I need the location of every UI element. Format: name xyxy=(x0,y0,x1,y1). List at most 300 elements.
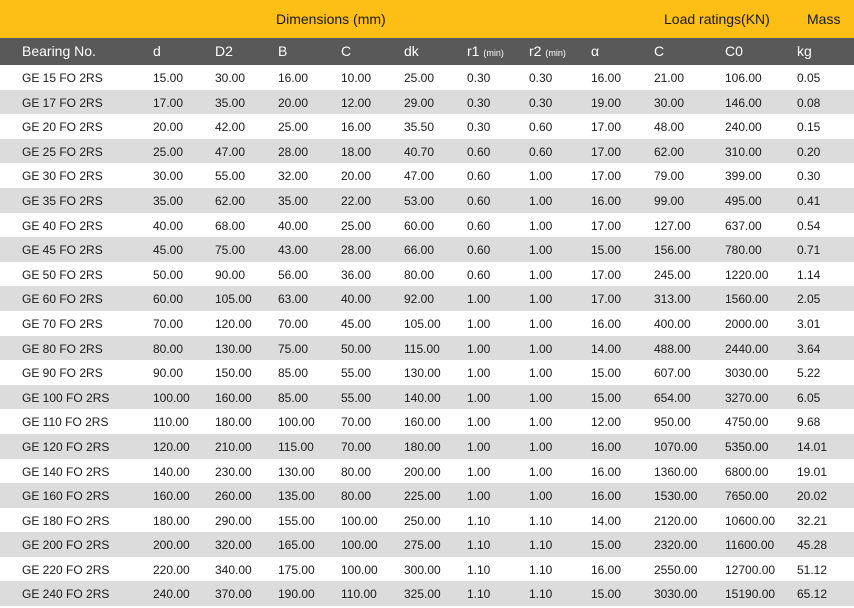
cell-alpha: 15.00 xyxy=(591,587,622,602)
mass-group-label: Mass xyxy=(807,11,841,27)
cell-bearing-no: GE 160 FO 2RS xyxy=(22,489,110,504)
cell-b: 40.00 xyxy=(278,218,309,233)
cell-c-dynamic: 21.00 xyxy=(654,71,685,85)
cell-c-dynamic: 2550.00 xyxy=(654,562,698,577)
cell-kg: 9.68 xyxy=(797,415,821,430)
cell-alpha: 16.00 xyxy=(591,464,622,479)
cell-alpha: 16.00 xyxy=(591,316,622,331)
cell-c0: 3030.00 xyxy=(725,366,769,381)
cell-d2: 130.00 xyxy=(215,341,252,356)
cell-r2: 1.00 xyxy=(529,390,553,405)
cell-r2: 1.00 xyxy=(529,292,553,307)
cell-b: 190.00 xyxy=(278,587,315,602)
cell-r2: 1.10 xyxy=(529,587,553,602)
cell-dk: 60.00 xyxy=(404,218,435,233)
cell-alpha: 16.00 xyxy=(591,71,622,85)
cell-bearing-no: GE 140 FO 2RS xyxy=(22,464,110,479)
cell-c: 12.00 xyxy=(341,95,372,110)
load-ratings-group-label: Load ratings(KN) xyxy=(664,11,770,27)
cell-r1: 1.00 xyxy=(467,464,491,479)
cell-c-dynamic: 48.00 xyxy=(654,120,685,135)
cell-alpha: 17.00 xyxy=(591,218,622,233)
cell-kg: 45.28 xyxy=(797,538,828,553)
cell-alpha: 16.00 xyxy=(591,439,622,454)
cell-b: 25.00 xyxy=(278,120,309,135)
cell-b: 70.00 xyxy=(278,316,309,331)
cell-c: 100.00 xyxy=(341,562,378,577)
cell-alpha: 17.00 xyxy=(591,144,622,159)
cell-dk: 180.00 xyxy=(404,439,441,454)
cell-c: 70.00 xyxy=(341,415,372,430)
cell-r2: 1.00 xyxy=(529,193,553,208)
cell-r1: 0.60 xyxy=(467,144,491,159)
column-header-alpha xyxy=(591,43,599,59)
cell-d: 80.00 xyxy=(153,341,184,356)
column-header-row xyxy=(0,38,854,65)
table-row xyxy=(0,581,854,606)
cell-d: 160.00 xyxy=(153,489,190,504)
cell-r1: 0.60 xyxy=(467,193,491,208)
cell-d2: 320.00 xyxy=(215,538,252,553)
cell-dk: 275.00 xyxy=(404,538,441,553)
cell-r1: 0.60 xyxy=(467,218,491,233)
cell-dk: 66.00 xyxy=(404,243,435,258)
table-row xyxy=(0,188,854,213)
cell-c: 36.00 xyxy=(341,267,372,282)
cell-alpha: 19.00 xyxy=(591,95,622,110)
cell-r1: 0.60 xyxy=(467,267,491,282)
cell-bearing-no: GE 45 FO 2RS xyxy=(22,243,103,258)
table-row xyxy=(0,508,854,533)
cell-d: 45.00 xyxy=(153,243,184,258)
cell-r1: 1.00 xyxy=(467,341,491,356)
cell-c: 55.00 xyxy=(341,366,372,381)
cell-d2: 150.00 xyxy=(215,366,252,381)
cell-r1: 1.00 xyxy=(467,366,491,381)
cell-kg: 3.64 xyxy=(797,341,821,356)
cell-d: 100.00 xyxy=(153,390,190,405)
cell-c: 50.00 xyxy=(341,341,372,356)
table-row xyxy=(0,385,854,410)
cell-dk: 130.00 xyxy=(404,366,441,381)
cell-bearing-no: GE 100 FO 2RS xyxy=(22,390,110,405)
cell-kg: 0.08 xyxy=(797,95,821,110)
cell-c0: 780.00 xyxy=(725,243,762,258)
cell-d2: 210.00 xyxy=(215,439,252,454)
column-header-label: dk xyxy=(404,43,419,59)
cell-alpha: 17.00 xyxy=(591,169,622,184)
cell-d: 15.00 xyxy=(153,71,184,85)
table-row xyxy=(0,139,854,164)
column-header-label: C0 xyxy=(725,43,743,59)
cell-c: 40.00 xyxy=(341,292,372,307)
cell-alpha: 16.00 xyxy=(591,489,622,504)
cell-d: 200.00 xyxy=(153,538,190,553)
dimensions-group-label: Dimensions (mm) xyxy=(276,11,386,27)
cell-r2: 1.00 xyxy=(529,316,553,331)
cell-d: 60.00 xyxy=(153,292,184,307)
cell-bearing-no: GE 17 FO 2RS xyxy=(22,95,103,110)
cell-r1: 1.10 xyxy=(467,538,491,553)
cell-c: 110.00 xyxy=(341,587,377,602)
cell-c0: 240.00 xyxy=(725,120,762,135)
cell-r1: 1.00 xyxy=(467,489,491,504)
cell-r2: 1.00 xyxy=(529,366,553,381)
cell-d: 35.00 xyxy=(153,193,184,208)
column-header-c-dynamic xyxy=(654,43,664,59)
cell-bearing-no: GE 70 FO 2RS xyxy=(22,316,103,331)
table-row xyxy=(0,483,854,508)
cell-dk: 225.00 xyxy=(404,489,441,504)
cell-alpha: 12.00 xyxy=(591,415,622,430)
cell-c-dynamic: 950.00 xyxy=(654,415,691,430)
cell-kg: 19.01 xyxy=(797,464,828,479)
column-header-label: Bearing No. xyxy=(22,43,96,59)
cell-b: 63.00 xyxy=(278,292,309,307)
cell-b: 20.00 xyxy=(278,95,309,110)
cell-c: 100.00 xyxy=(341,513,378,528)
cell-c0: 1220.00 xyxy=(725,267,769,282)
cell-r1: 1.00 xyxy=(467,390,491,405)
cell-c0: 7650.00 xyxy=(725,489,769,504)
cell-d: 20.00 xyxy=(153,120,184,135)
column-header-c0 xyxy=(725,43,743,59)
cell-d2: 75.00 xyxy=(215,243,246,258)
cell-d: 220.00 xyxy=(153,562,190,577)
cell-r2: 1.00 xyxy=(529,341,553,356)
cell-b: 155.00 xyxy=(278,513,315,528)
cell-bearing-no: GE 25 FO 2RS xyxy=(22,144,103,159)
cell-dk: 25.00 xyxy=(404,71,435,85)
cell-c: 22.00 xyxy=(341,193,372,208)
cell-kg: 0.20 xyxy=(797,144,821,159)
cell-r2: 1.00 xyxy=(529,267,553,282)
cell-c0: 495.00 xyxy=(725,193,762,208)
cell-bearing-no: GE 200 FO 2RS xyxy=(22,538,110,553)
table-body xyxy=(0,65,854,606)
cell-c: 80.00 xyxy=(341,489,372,504)
cell-d: 70.00 xyxy=(153,316,184,331)
cell-c0: 3270.00 xyxy=(725,390,769,405)
cell-c: 28.00 xyxy=(341,243,372,258)
column-header-label: α xyxy=(591,43,600,59)
cell-d2: 35.00 xyxy=(215,95,246,110)
cell-alpha: 17.00 xyxy=(591,267,622,282)
cell-d: 110.00 xyxy=(153,415,189,430)
column-header-r1 xyxy=(467,43,504,59)
cell-dk: 29.00 xyxy=(404,95,435,110)
cell-c-dynamic: 313.00 xyxy=(654,292,691,307)
cell-dk: 200.00 xyxy=(404,464,441,479)
cell-dk: 53.00 xyxy=(404,193,435,208)
cell-r1: 1.00 xyxy=(467,415,491,430)
cell-kg: 51.12 xyxy=(797,562,828,577)
cell-c0: 106.00 xyxy=(725,71,762,85)
cell-d2: 68.00 xyxy=(215,218,246,233)
cell-c-dynamic: 607.00 xyxy=(654,366,691,381)
cell-b: 165.00 xyxy=(278,538,315,553)
column-header-r2 xyxy=(529,43,566,59)
cell-kg: 0.30 xyxy=(797,169,821,184)
cell-b: 130.00 xyxy=(278,464,315,479)
cell-c: 100.00 xyxy=(341,538,378,553)
cell-d: 90.00 xyxy=(153,366,184,381)
cell-c0: 11600.00 xyxy=(725,538,775,553)
cell-alpha: 16.00 xyxy=(591,193,622,208)
cell-b: 43.00 xyxy=(278,243,309,258)
cell-c-dynamic: 99.00 xyxy=(654,193,685,208)
cell-alpha: 15.00 xyxy=(591,538,622,553)
cell-kg: 0.41 xyxy=(797,193,821,208)
column-header-label: d xyxy=(153,43,161,59)
cell-c0: 5350.00 xyxy=(725,439,769,454)
cell-c0: 310.00 xyxy=(725,144,762,159)
cell-dk: 80.00 xyxy=(404,267,435,282)
table-row xyxy=(0,360,854,385)
cell-r2: 0.30 xyxy=(529,71,553,85)
cell-d: 40.00 xyxy=(153,218,184,233)
cell-b: 175.00 xyxy=(278,562,315,577)
cell-bearing-no: GE 80 FO 2RS xyxy=(22,341,103,356)
cell-d2: 260.00 xyxy=(215,489,252,504)
cell-bearing-no: GE 50 FO 2RS xyxy=(22,267,103,282)
cell-bearing-no: GE 220 FO 2RS xyxy=(22,562,110,577)
cell-alpha: 15.00 xyxy=(591,390,622,405)
cell-dk: 40.70 xyxy=(404,144,435,159)
cell-c0: 10600.00 xyxy=(725,513,776,528)
column-header-label: C xyxy=(654,43,665,59)
cell-alpha: 14.00 xyxy=(591,341,622,356)
cell-alpha: 15.00 xyxy=(591,243,622,258)
cell-c0: 637.00 xyxy=(725,218,762,233)
cell-dk: 47.00 xyxy=(404,169,435,184)
cell-c-dynamic: 1070.00 xyxy=(654,439,698,454)
cell-c: 80.00 xyxy=(341,464,372,479)
cell-dk: 140.00 xyxy=(404,390,441,405)
cell-r1: 1.00 xyxy=(467,316,491,331)
cell-b: 135.00 xyxy=(278,489,315,504)
cell-dk: 160.00 xyxy=(404,415,441,430)
column-header-kg xyxy=(797,43,812,59)
cell-r2: 0.30 xyxy=(529,95,553,110)
table-row xyxy=(0,336,854,361)
cell-r1: 0.60 xyxy=(467,169,491,184)
table-row xyxy=(0,311,854,336)
cell-c: 18.00 xyxy=(341,144,372,159)
cell-d: 120.00 xyxy=(153,439,190,454)
cell-kg: 2.05 xyxy=(797,292,821,307)
cell-c-dynamic: 2320.00 xyxy=(654,538,698,553)
cell-kg: 0.05 xyxy=(797,71,821,85)
cell-c0: 1560.00 xyxy=(725,292,769,307)
cell-kg: 0.15 xyxy=(797,120,821,135)
cell-bearing-no: GE 30 FO 2RS xyxy=(22,169,103,184)
cell-dk: 325.00 xyxy=(404,587,441,602)
cell-kg: 20.02 xyxy=(797,489,828,504)
table-row xyxy=(0,65,854,90)
table-row xyxy=(0,286,854,311)
table-row xyxy=(0,114,854,139)
cell-kg: 0.71 xyxy=(797,243,821,258)
cell-c: 20.00 xyxy=(341,169,372,184)
cell-r2: 1.00 xyxy=(529,243,553,258)
cell-d2: 62.00 xyxy=(215,193,246,208)
table-row xyxy=(0,459,854,484)
cell-d: 240.00 xyxy=(153,587,190,602)
cell-r2: 1.10 xyxy=(529,562,553,577)
cell-bearing-no: GE 120 FO 2RS xyxy=(22,439,110,454)
cell-d2: 105.00 xyxy=(215,292,252,307)
cell-c: 10.00 xyxy=(341,71,372,85)
table-row xyxy=(0,434,854,459)
cell-d2: 370.00 xyxy=(215,587,252,602)
column-header-label: C xyxy=(341,43,352,59)
column-header-label: D2 xyxy=(215,43,233,59)
cell-d: 180.00 xyxy=(153,513,190,528)
cell-c0: 15190.00 xyxy=(725,587,776,602)
cell-b: 100.00 xyxy=(278,415,315,430)
cell-dk: 250.00 xyxy=(404,513,441,528)
cell-c0: 2440.00 xyxy=(725,341,769,356)
group-header-band xyxy=(0,0,854,38)
cell-bearing-no: GE 90 FO 2RS xyxy=(22,366,103,381)
cell-r1: 1.00 xyxy=(467,292,491,307)
cell-r2: 1.00 xyxy=(529,169,553,184)
cell-d2: 290.00 xyxy=(215,513,252,528)
column-header-sub: (min) xyxy=(545,48,566,58)
table-row xyxy=(0,557,854,582)
cell-d2: 90.00 xyxy=(215,267,246,282)
cell-c-dynamic: 156.00 xyxy=(654,243,691,258)
cell-bearing-no: GE 110 FO 2RS xyxy=(22,415,109,430)
cell-c: 45.00 xyxy=(341,316,372,331)
cell-bearing-no: GE 15 FO 2RS xyxy=(22,71,103,85)
cell-d2: 42.00 xyxy=(215,120,246,135)
cell-d2: 120.00 xyxy=(215,316,252,331)
table-row xyxy=(0,90,854,115)
cell-b: 28.00 xyxy=(278,144,309,159)
cell-b: 75.00 xyxy=(278,341,309,356)
cell-c-dynamic: 488.00 xyxy=(654,341,691,356)
cell-d2: 55.00 xyxy=(215,169,246,184)
cell-b: 16.00 xyxy=(278,71,309,85)
cell-dk: 92.00 xyxy=(404,292,435,307)
cell-b: 85.00 xyxy=(278,366,309,381)
cell-d: 30.00 xyxy=(153,169,184,184)
cell-dk: 300.00 xyxy=(404,562,441,577)
cell-c0: 4750.00 xyxy=(725,415,769,430)
cell-r1: 0.30 xyxy=(467,71,491,85)
cell-d2: 180.00 xyxy=(215,415,252,430)
cell-r1: 1.10 xyxy=(467,562,491,577)
cell-c-dynamic: 654.00 xyxy=(654,390,691,405)
cell-kg: 5.22 xyxy=(797,366,821,381)
column-header-label: r1 xyxy=(467,43,480,59)
cell-d2: 230.00 xyxy=(215,464,252,479)
cell-bearing-no: GE 40 FO 2RS xyxy=(22,218,103,233)
cell-kg: 0.54 xyxy=(797,218,821,233)
cell-kg: 1.14 xyxy=(797,267,821,282)
cell-bearing-no: GE 20 FO 2RS xyxy=(22,120,103,135)
cell-dk: 105.00 xyxy=(404,316,441,331)
cell-alpha: 16.00 xyxy=(591,562,622,577)
cell-r1: 0.30 xyxy=(467,95,491,110)
cell-r2: 1.10 xyxy=(529,538,553,553)
cell-dk: 115.00 xyxy=(404,341,440,356)
cell-c-dynamic: 3030.00 xyxy=(654,587,698,602)
cell-r2: 1.00 xyxy=(529,439,553,454)
cell-d2: 47.00 xyxy=(215,144,246,159)
cell-d2: 340.00 xyxy=(215,562,252,577)
cell-r2: 1.00 xyxy=(529,489,553,504)
cell-r2: 1.00 xyxy=(529,218,553,233)
column-header-b xyxy=(278,43,287,59)
cell-d: 25.00 xyxy=(153,144,184,159)
column-header-label: r2 xyxy=(529,43,542,59)
cell-c0: 2000.00 xyxy=(725,316,769,331)
column-header-label: kg xyxy=(797,43,812,59)
cell-r2: 0.60 xyxy=(529,144,553,159)
cell-alpha: 17.00 xyxy=(591,292,622,307)
column-header-dk xyxy=(404,43,419,59)
column-header-bearing-no xyxy=(22,43,96,59)
table-row xyxy=(0,409,854,434)
table-row xyxy=(0,237,854,262)
cell-c-dynamic: 245.00 xyxy=(654,267,691,282)
cell-kg: 6.05 xyxy=(797,390,821,405)
cell-c-dynamic: 2120.00 xyxy=(654,513,698,528)
cell-b: 85.00 xyxy=(278,390,309,405)
table-row xyxy=(0,213,854,238)
cell-d: 50.00 xyxy=(153,267,184,282)
cell-b: 56.00 xyxy=(278,267,309,282)
column-header-sub: (min) xyxy=(483,48,504,58)
cell-c-dynamic: 62.00 xyxy=(654,144,685,159)
cell-r2: 1.00 xyxy=(529,415,553,430)
cell-kg: 65.12 xyxy=(797,587,828,602)
cell-c: 25.00 xyxy=(341,218,372,233)
cell-c: 16.00 xyxy=(341,120,372,135)
cell-c-dynamic: 1360.00 xyxy=(654,464,698,479)
cell-b: 35.00 xyxy=(278,193,309,208)
table-row xyxy=(0,262,854,287)
cell-d2: 160.00 xyxy=(215,390,252,405)
cell-d: 140.00 xyxy=(153,464,190,479)
cell-c-dynamic: 127.00 xyxy=(654,218,691,233)
column-header-label: B xyxy=(278,43,288,59)
column-header-d xyxy=(153,43,161,59)
cell-kg: 3.01 xyxy=(797,316,821,331)
cell-r2: 0.60 xyxy=(529,120,553,135)
cell-d: 17.00 xyxy=(153,95,184,110)
cell-dk: 35.50 xyxy=(404,120,435,135)
cell-alpha: 17.00 xyxy=(591,120,622,135)
cell-kg: 14.01 xyxy=(797,439,828,454)
cell-d2: 30.00 xyxy=(215,71,246,85)
cell-c-dynamic: 1530.00 xyxy=(654,489,698,504)
cell-c: 70.00 xyxy=(341,439,372,454)
cell-bearing-no: GE 35 FO 2RS xyxy=(22,193,103,208)
cell-c: 55.00 xyxy=(341,390,372,405)
cell-r1: 1.00 xyxy=(467,439,491,454)
cell-r1: 1.10 xyxy=(467,587,491,602)
cell-alpha: 15.00 xyxy=(591,366,622,381)
cell-r2: 1.10 xyxy=(529,513,553,528)
cell-c0: 6800.00 xyxy=(725,464,769,479)
cell-c0: 12700.00 xyxy=(725,562,776,577)
table-row xyxy=(0,532,854,557)
cell-r1: 1.10 xyxy=(467,513,491,528)
